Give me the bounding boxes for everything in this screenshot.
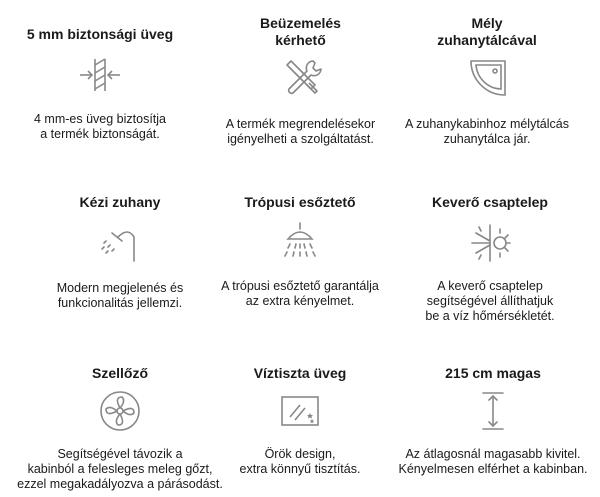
feature-title: Keverő csaptelep (432, 194, 548, 210)
feature-desc-line: A keverő csaptelep (437, 279, 543, 293)
hot-cold-icon (468, 221, 512, 265)
feature-desc-line: Segítségével távozik a (57, 447, 183, 461)
feature-title: 215 cm magas (445, 365, 541, 381)
feature-desc-line: A trópusi esőztető garantálja (221, 279, 379, 293)
hand-shower-icon (98, 221, 142, 265)
feature-desc-line: funkcionalitás jellemzi. (57, 296, 183, 310)
feature-mixer-tap (395, 194, 585, 324)
feature-desc-line: ezzel megakadályozva a párásodást. (17, 477, 223, 491)
feature-desc-line: extra könnyű tisztítás. (239, 462, 361, 476)
feature-title-line: Mély (471, 15, 503, 31)
feature-desc-line: A termék megrendelésekor (225, 117, 376, 131)
feature-desc-line: Modern megjelenés és (56, 281, 184, 295)
feature-height (393, 365, 593, 477)
feature-title: 5 mm biztonsági üveg (26, 26, 174, 42)
feature-desc-line: A zuhanykabinhoz mélytálcás (405, 117, 569, 131)
height-icon (471, 389, 515, 433)
shower-tray-icon (465, 55, 509, 99)
feature-title-line: kérhető (275, 32, 326, 48)
feature-title: Trópusi esőztető (244, 194, 356, 210)
feature-rain-shower (205, 194, 395, 309)
feature-desc-line: 4 mm-es üveg biztosítja (34, 112, 166, 126)
feature-desc-line: zuhanytálca jár. (443, 132, 531, 146)
tools-icon (279, 55, 323, 99)
feature-title-line: Beüzemelés (260, 15, 341, 31)
feature-clear-glass (205, 365, 395, 477)
feature-desc-line: Az átlagosnál magasabb kivitel. (405, 447, 581, 461)
feature-desc-line: Kényelmesen elférhet a kabinban. (398, 462, 588, 476)
feature-safety-glass (25, 26, 175, 142)
feature-desc-line: Örök design, (264, 447, 336, 461)
feature-ventilator (10, 365, 230, 492)
feature-title-line: zuhanytálcával (437, 32, 537, 48)
clear-glass-icon (278, 389, 322, 433)
rain-shower-icon (278, 221, 322, 265)
feature-installation (213, 15, 388, 147)
feature-desc-line: be a víz hőmérsékletét. (425, 309, 555, 323)
feature-desc-line: az extra kényelmet. (245, 294, 355, 308)
ventilator-fan-icon (98, 389, 142, 433)
feature-title: Víztiszta üveg (253, 365, 347, 381)
feature-title: Kézi zuhany (79, 194, 161, 210)
feature-deep-tray (397, 15, 577, 147)
glass-thickness-icon (78, 53, 122, 97)
feature-desc-line: kabinból a felesleges meleg gőzt, (27, 462, 213, 476)
feature-desc-line: segítségével állíthatjuk (426, 294, 554, 308)
feature-desc-line: igényelheti a szolgáltatást. (227, 132, 374, 146)
feature-desc-line: a termék biztonságát. (40, 127, 160, 141)
feature-title: Szellőző (91, 365, 148, 381)
feature-hand-shower (25, 194, 215, 311)
